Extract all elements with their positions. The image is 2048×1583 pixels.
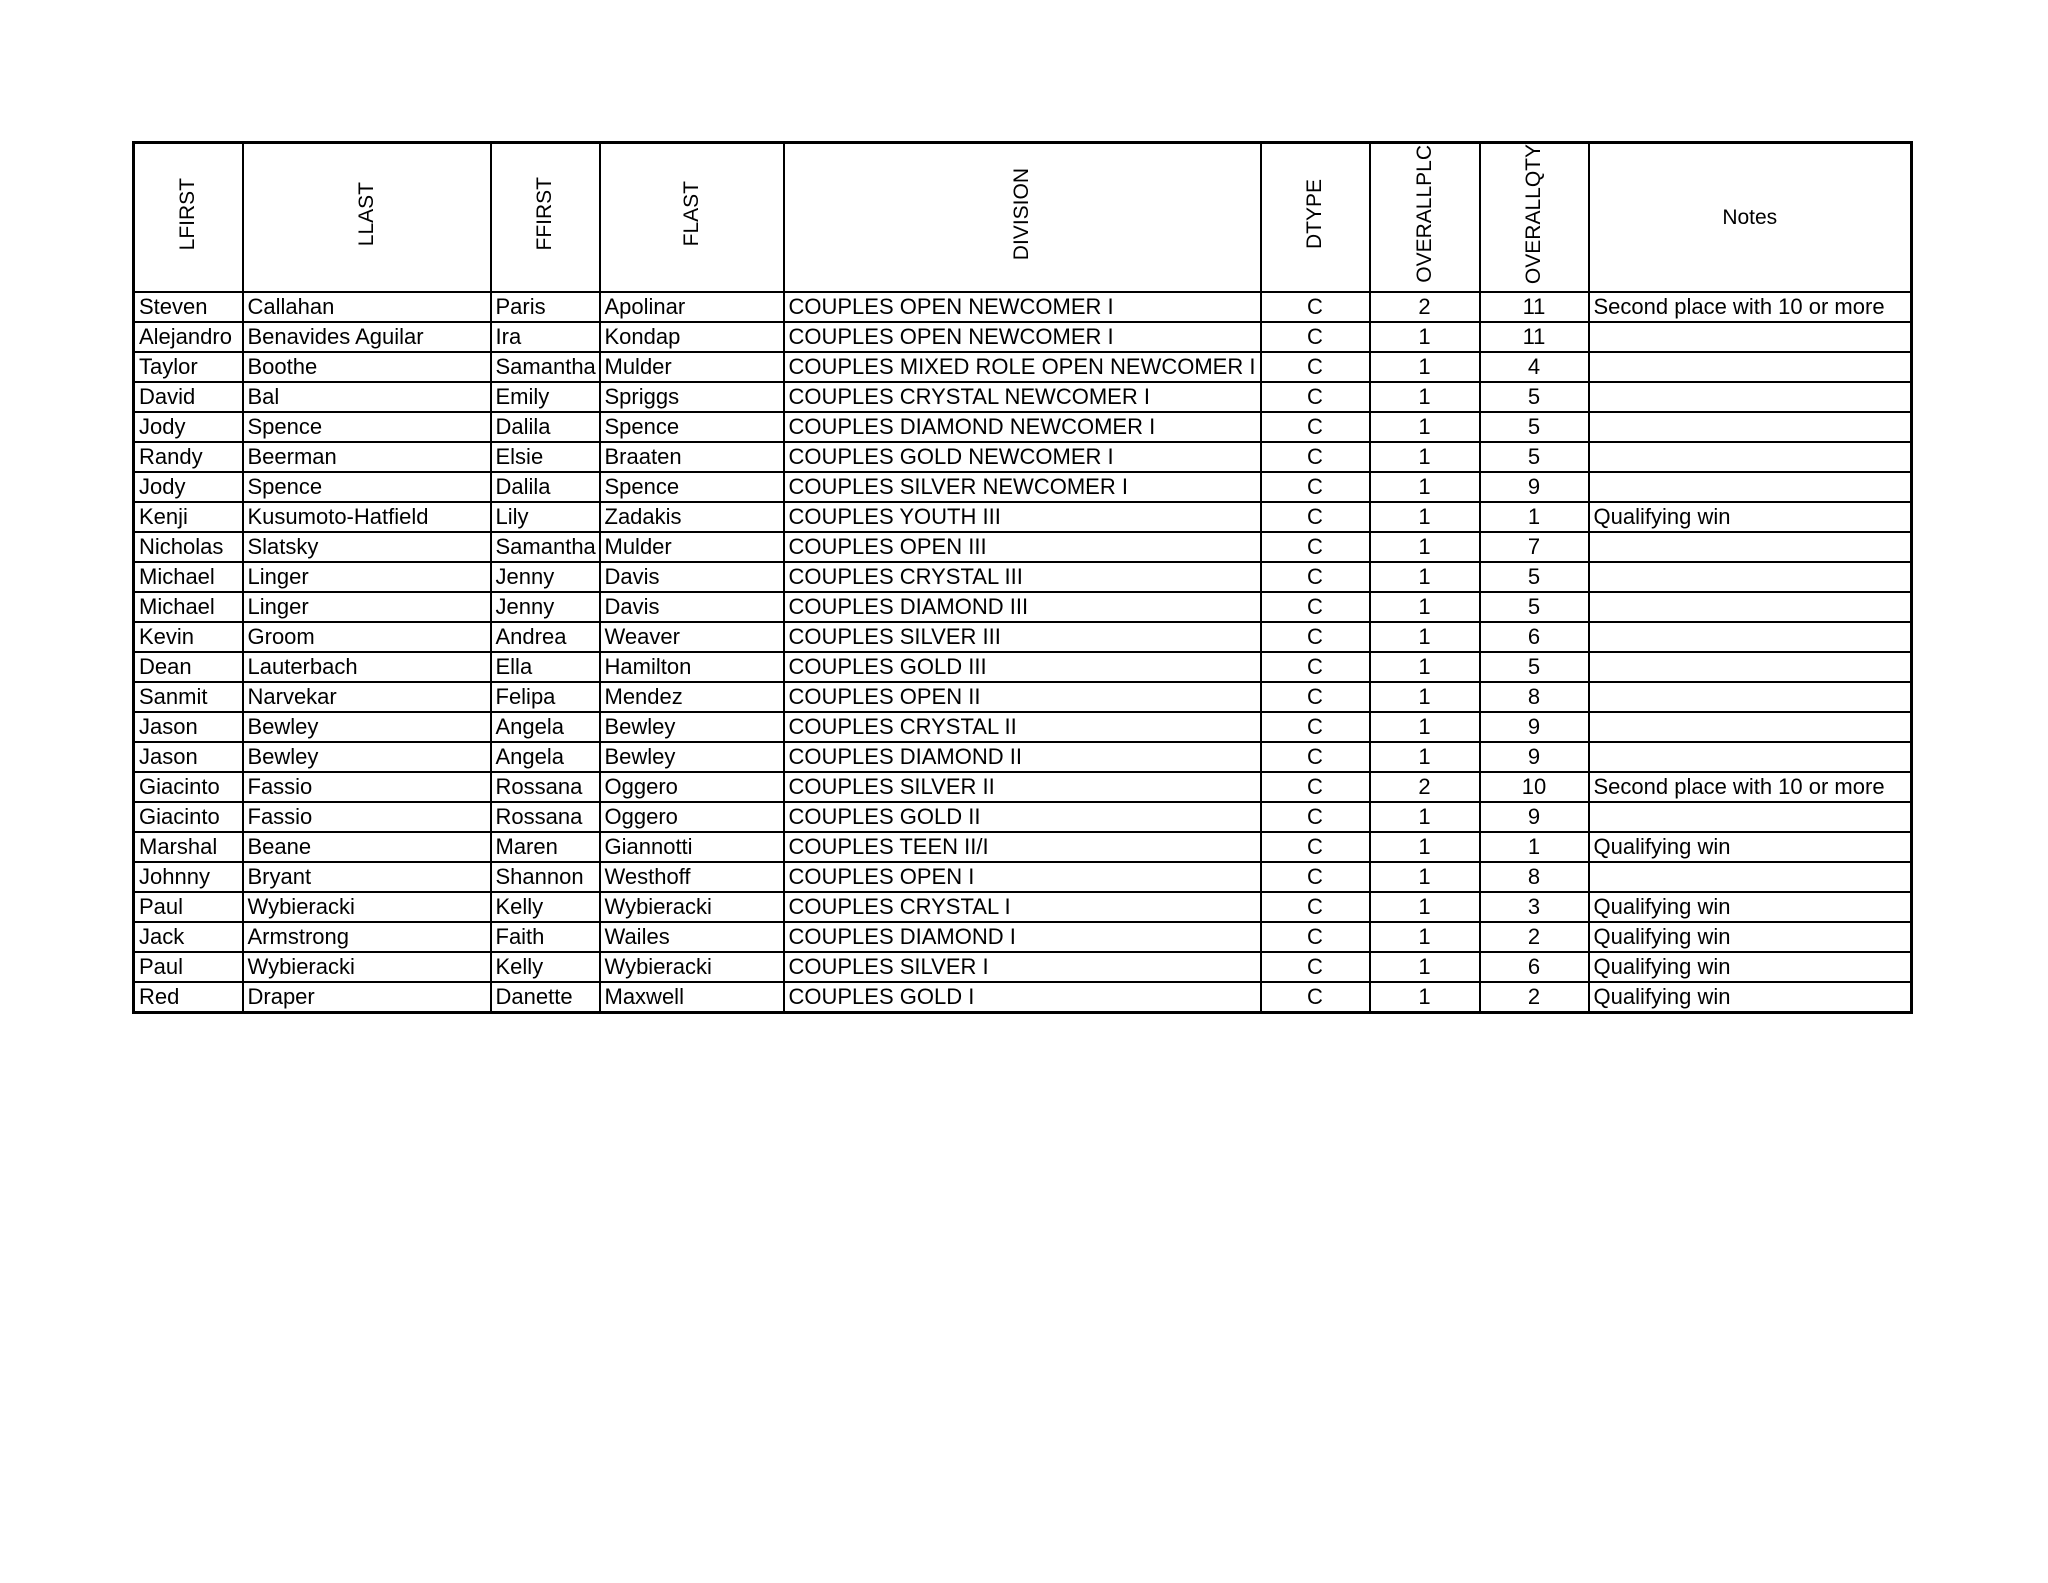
table-row	[134, 592, 1912, 622]
lfirst-cell: Johnny	[134, 862, 243, 892]
table-row	[134, 862, 1912, 892]
llast-cell: Groom	[243, 622, 491, 652]
lfirst-cell: Giacinto	[134, 772, 243, 802]
division-cell: COUPLES SILVER NEWCOMER I	[784, 472, 1261, 502]
dtype-cell: C	[1261, 742, 1370, 772]
header-label: FFIRST	[533, 177, 556, 251]
notes-cell	[1589, 442, 1912, 472]
lfirst-cell: Alejandro	[134, 322, 243, 352]
notes-cell	[1589, 622, 1912, 652]
notes-cell	[1589, 562, 1912, 592]
lfirst-cell: Jack	[134, 922, 243, 952]
notes-cell: Second place with 10 or more	[1589, 292, 1912, 322]
overallplc-cell: 1	[1370, 712, 1480, 742]
lfirst-cell: Jody	[134, 412, 243, 442]
overallplc-cell: 1	[1370, 802, 1480, 832]
ffirst-cell: Emily	[491, 382, 600, 412]
overallqty-cell: 2	[1480, 982, 1589, 1013]
notes-cell	[1589, 682, 1912, 712]
flast-cell: Spriggs	[600, 382, 784, 412]
dtype-cell: C	[1261, 952, 1370, 982]
lfirst-cell: Paul	[134, 892, 243, 922]
notes-cell	[1589, 322, 1912, 352]
lfirst-cell: Paul	[134, 952, 243, 982]
overallplc-cell: 1	[1370, 952, 1480, 982]
flast-cell: Bewley	[600, 742, 784, 772]
division-cell: COUPLES OPEN NEWCOMER I	[784, 322, 1261, 352]
flast-cell: Mulder	[600, 532, 784, 562]
table-row	[134, 442, 1912, 472]
flast-cell: Zadakis	[600, 502, 784, 532]
overallplc-cell: 1	[1370, 832, 1480, 862]
flast-cell: Hamilton	[600, 652, 784, 682]
division-cell: COUPLES DIAMOND II	[784, 742, 1261, 772]
division-cell: COUPLES GOLD NEWCOMER I	[784, 442, 1261, 472]
dtype-cell: C	[1261, 682, 1370, 712]
table-row	[134, 922, 1912, 952]
lfirst-cell: Michael	[134, 562, 243, 592]
col-llast-header	[243, 143, 491, 293]
header-label: OVERALLQTY	[1522, 144, 1545, 285]
overallqty-cell: 5	[1480, 442, 1589, 472]
overallqty-cell: 11	[1480, 322, 1589, 352]
flast-cell: Oggero	[600, 772, 784, 802]
overallplc-cell: 1	[1370, 742, 1480, 772]
lfirst-cell: Dean	[134, 652, 243, 682]
dtype-cell: C	[1261, 292, 1370, 322]
llast-cell: Kusumoto-Hatfield	[243, 502, 491, 532]
ffirst-cell: Rossana	[491, 802, 600, 832]
overallplc-cell: 1	[1370, 562, 1480, 592]
llast-cell: Slatsky	[243, 532, 491, 562]
lfirst-cell: David	[134, 382, 243, 412]
overallplc-cell: 1	[1370, 442, 1480, 472]
ffirst-cell: Ella	[491, 652, 600, 682]
llast-cell: Wybieracki	[243, 952, 491, 982]
flast-cell: Mendez	[600, 682, 784, 712]
overallqty-cell: 1	[1480, 502, 1589, 532]
ffirst-cell: Maren	[491, 832, 600, 862]
overallqty-cell: 8	[1480, 682, 1589, 712]
ffirst-cell: Felipa	[491, 682, 600, 712]
overallqty-cell: 6	[1480, 952, 1589, 982]
llast-cell: Beerman	[243, 442, 491, 472]
flast-cell: Oggero	[600, 802, 784, 832]
llast-cell: Boothe	[243, 352, 491, 382]
division-cell: COUPLES CRYSTAL III	[784, 562, 1261, 592]
lfirst-cell: Red	[134, 982, 243, 1013]
col-notes-header	[1589, 143, 1912, 293]
llast-cell: Bewley	[243, 712, 491, 742]
division-cell: COUPLES CRYSTAL I	[784, 892, 1261, 922]
flast-cell: Maxwell	[600, 982, 784, 1013]
dtype-cell: C	[1261, 652, 1370, 682]
llast-cell: Spence	[243, 472, 491, 502]
llast-cell: Wybieracki	[243, 892, 491, 922]
division-cell: COUPLES OPEN I	[784, 862, 1261, 892]
overallplc-cell: 1	[1370, 502, 1480, 532]
division-cell: COUPLES SILVER I	[784, 952, 1261, 982]
division-cell: COUPLES TEEN II/I	[784, 832, 1261, 862]
ffirst-cell: Kelly	[491, 952, 600, 982]
overallplc-cell: 2	[1370, 772, 1480, 802]
dtype-cell: C	[1261, 442, 1370, 472]
overallqty-cell: 9	[1480, 742, 1589, 772]
flast-cell: Bewley	[600, 712, 784, 742]
table-row	[134, 412, 1912, 442]
overallqty-cell: 10	[1480, 772, 1589, 802]
table-row	[134, 472, 1912, 502]
table-row	[134, 712, 1912, 742]
lfirst-cell: Sanmit	[134, 682, 243, 712]
llast-cell: Spence	[243, 412, 491, 442]
table-row	[134, 742, 1912, 772]
llast-cell: Narvekar	[243, 682, 491, 712]
overallqty-cell: 5	[1480, 412, 1589, 442]
overallplc-cell: 1	[1370, 682, 1480, 712]
ffirst-cell: Jenny	[491, 592, 600, 622]
ffirst-cell: Samantha	[491, 352, 600, 382]
table-row	[134, 352, 1912, 382]
division-cell: COUPLES GOLD I	[784, 982, 1261, 1013]
notes-cell: Qualifying win	[1589, 952, 1912, 982]
division-cell: COUPLES SILVER II	[784, 772, 1261, 802]
division-cell: COUPLES GOLD III	[784, 652, 1261, 682]
dtype-cell: C	[1261, 712, 1370, 742]
ffirst-cell: Andrea	[491, 622, 600, 652]
overallqty-cell: 9	[1480, 712, 1589, 742]
flast-cell: Davis	[600, 562, 784, 592]
col-division-header	[784, 143, 1261, 293]
dtype-cell: C	[1261, 622, 1370, 652]
flast-cell: Kondap	[600, 322, 784, 352]
lfirst-cell: Kevin	[134, 622, 243, 652]
ffirst-cell: Dalila	[491, 472, 600, 502]
ffirst-cell: Danette	[491, 982, 600, 1013]
header-label: DIVISION	[1010, 167, 1033, 261]
llast-cell: Lauterbach	[243, 652, 491, 682]
col-overallplc-header	[1370, 143, 1480, 293]
table-row	[134, 292, 1912, 322]
col-dtype-header	[1261, 143, 1370, 293]
llast-cell: Linger	[243, 562, 491, 592]
overallplc-cell: 1	[1370, 982, 1480, 1013]
division-cell: COUPLES OPEN II	[784, 682, 1261, 712]
lfirst-cell: Jason	[134, 742, 243, 772]
table-row	[134, 802, 1912, 832]
overallplc-cell: 1	[1370, 382, 1480, 412]
table-header	[134, 143, 1912, 293]
notes-cell: Qualifying win	[1589, 832, 1912, 862]
notes-cell	[1589, 472, 1912, 502]
overallqty-cell: 8	[1480, 862, 1589, 892]
header-label: LFIRST	[176, 177, 200, 251]
dtype-cell: C	[1261, 532, 1370, 562]
overallqty-cell: 7	[1480, 532, 1589, 562]
dtype-cell: C	[1261, 382, 1370, 412]
overallplc-cell: 1	[1370, 472, 1480, 502]
overallplc-cell: 1	[1370, 862, 1480, 892]
overallqty-cell: 5	[1480, 592, 1589, 622]
dtype-cell: C	[1261, 562, 1370, 592]
division-cell: COUPLES OPEN NEWCOMER I	[784, 292, 1261, 322]
flast-cell: Mulder	[600, 352, 784, 382]
division-cell: COUPLES OPEN III	[784, 532, 1261, 562]
overallqty-cell: 5	[1480, 562, 1589, 592]
header-label: Notes	[1722, 206, 1778, 230]
table-row	[134, 772, 1912, 802]
ffirst-cell: Paris	[491, 292, 600, 322]
notes-cell	[1589, 652, 1912, 682]
table-row	[134, 322, 1912, 352]
notes-cell	[1589, 412, 1912, 442]
overallqty-cell: 4	[1480, 352, 1589, 382]
notes-cell	[1589, 592, 1912, 622]
ffirst-cell: Shannon	[491, 862, 600, 892]
division-cell: COUPLES DIAMOND III	[784, 592, 1261, 622]
lfirst-cell: Giacinto	[134, 802, 243, 832]
dtype-cell: C	[1261, 922, 1370, 952]
dtype-cell: C	[1261, 772, 1370, 802]
llast-cell: Benavides Aguilar	[243, 322, 491, 352]
dtype-cell: C	[1261, 892, 1370, 922]
header-row	[134, 143, 1912, 293]
dtype-cell: C	[1261, 502, 1370, 532]
ffirst-cell: Faith	[491, 922, 600, 952]
overallqty-cell: 2	[1480, 922, 1589, 952]
col-lfirst-header	[134, 143, 243, 293]
notes-cell: Qualifying win	[1589, 892, 1912, 922]
flast-cell: Giannotti	[600, 832, 784, 862]
notes-cell: Qualifying win	[1589, 502, 1912, 532]
results-table	[132, 141, 1913, 1014]
lfirst-cell: Kenji	[134, 502, 243, 532]
ffirst-cell: Samantha	[491, 532, 600, 562]
overallplc-cell: 2	[1370, 292, 1480, 322]
notes-cell	[1589, 802, 1912, 832]
overallplc-cell: 1	[1370, 622, 1480, 652]
ffirst-cell: Kelly	[491, 892, 600, 922]
ffirst-cell: Angela	[491, 712, 600, 742]
llast-cell: Linger	[243, 592, 491, 622]
notes-cell	[1589, 712, 1912, 742]
overallplc-cell: 1	[1370, 412, 1480, 442]
overallqty-cell: 9	[1480, 802, 1589, 832]
results-sheet	[132, 141, 1910, 1014]
col-ffirst-header	[491, 143, 600, 293]
notes-cell: Second place with 10 or more	[1589, 772, 1912, 802]
header-label: FLAST	[679, 181, 703, 247]
overallplc-cell: 1	[1370, 652, 1480, 682]
llast-cell: Fassio	[243, 802, 491, 832]
division-cell: COUPLES MIXED ROLE OPEN NEWCOMER I	[784, 352, 1261, 382]
lfirst-cell: Steven	[134, 292, 243, 322]
overallqty-cell: 1	[1480, 832, 1589, 862]
notes-cell: Qualifying win	[1589, 982, 1912, 1013]
col-flast-header	[600, 143, 784, 293]
lfirst-cell: Marshal	[134, 832, 243, 862]
table-row	[134, 532, 1912, 562]
ffirst-cell: Angela	[491, 742, 600, 772]
ffirst-cell: Dalila	[491, 412, 600, 442]
llast-cell: Beane	[243, 832, 491, 862]
notes-cell	[1589, 532, 1912, 562]
overallplc-cell: 1	[1370, 322, 1480, 352]
division-cell: COUPLES YOUTH III	[784, 502, 1261, 532]
ffirst-cell: Ira	[491, 322, 600, 352]
lfirst-cell: Jody	[134, 472, 243, 502]
table-row	[134, 562, 1912, 592]
dtype-cell: C	[1261, 802, 1370, 832]
table-row	[134, 952, 1912, 982]
flast-cell: Westhoff	[600, 862, 784, 892]
division-cell: COUPLES CRYSTAL II	[784, 712, 1261, 742]
table-row	[134, 502, 1912, 532]
overallqty-cell: 5	[1480, 382, 1589, 412]
lfirst-cell: Jason	[134, 712, 243, 742]
overallplc-cell: 1	[1370, 532, 1480, 562]
llast-cell: Bewley	[243, 742, 491, 772]
table-row	[134, 652, 1912, 682]
flast-cell: Davis	[600, 592, 784, 622]
flast-cell: Wailes	[600, 922, 784, 952]
division-cell: COUPLES GOLD II	[784, 802, 1261, 832]
notes-cell	[1589, 382, 1912, 412]
overallplc-cell: 1	[1370, 592, 1480, 622]
overallqty-cell: 3	[1480, 892, 1589, 922]
table-row	[134, 382, 1912, 412]
dtype-cell: C	[1261, 592, 1370, 622]
lfirst-cell: Taylor	[134, 352, 243, 382]
llast-cell: Armstrong	[243, 922, 491, 952]
overallplc-cell: 1	[1370, 352, 1480, 382]
table-row	[134, 622, 1912, 652]
flast-cell: Spence	[600, 412, 784, 442]
flast-cell: Weaver	[600, 622, 784, 652]
lfirst-cell: Randy	[134, 442, 243, 472]
llast-cell: Bal	[243, 382, 491, 412]
ffirst-cell: Lily	[491, 502, 600, 532]
dtype-cell: C	[1261, 322, 1370, 352]
flast-cell: Braaten	[600, 442, 784, 472]
dtype-cell: C	[1261, 982, 1370, 1013]
division-cell: COUPLES CRYSTAL NEWCOMER I	[784, 382, 1261, 412]
overallqty-cell: 5	[1480, 652, 1589, 682]
header-label: DTYPE	[1303, 179, 1326, 250]
notes-cell	[1589, 862, 1912, 892]
flast-cell: Apolinar	[600, 292, 784, 322]
lfirst-cell: Michael	[134, 592, 243, 622]
overallplc-cell: 1	[1370, 892, 1480, 922]
col-overallqty-header	[1480, 143, 1589, 293]
llast-cell: Draper	[243, 982, 491, 1013]
table-body	[134, 292, 1912, 1013]
ffirst-cell: Jenny	[491, 562, 600, 592]
division-cell: COUPLES DIAMOND I	[784, 922, 1261, 952]
dtype-cell: C	[1261, 352, 1370, 382]
ffirst-cell: Elsie	[491, 442, 600, 472]
overallqty-cell: 6	[1480, 622, 1589, 652]
flast-cell: Wybieracki	[600, 952, 784, 982]
flast-cell: Spence	[600, 472, 784, 502]
overallplc-cell: 1	[1370, 922, 1480, 952]
flast-cell: Wybieracki	[600, 892, 784, 922]
table-row	[134, 832, 1912, 862]
dtype-cell: C	[1261, 832, 1370, 862]
lfirst-cell: Nicholas	[134, 532, 243, 562]
division-cell: COUPLES DIAMOND NEWCOMER I	[784, 412, 1261, 442]
overallqty-cell: 11	[1480, 292, 1589, 322]
table-row	[134, 892, 1912, 922]
llast-cell: Fassio	[243, 772, 491, 802]
llast-cell: Bryant	[243, 862, 491, 892]
dtype-cell: C	[1261, 412, 1370, 442]
table-row	[134, 982, 1912, 1013]
header-label: OVERALLPLC	[1412, 145, 1436, 283]
header-label: LLAST	[354, 181, 378, 247]
notes-cell: Qualifying win	[1589, 922, 1912, 952]
notes-cell	[1589, 352, 1912, 382]
overallqty-cell: 9	[1480, 472, 1589, 502]
dtype-cell: C	[1261, 862, 1370, 892]
notes-cell	[1589, 742, 1912, 772]
division-cell: COUPLES SILVER III	[784, 622, 1261, 652]
llast-cell: Callahan	[243, 292, 491, 322]
ffirst-cell: Rossana	[491, 772, 600, 802]
dtype-cell: C	[1261, 472, 1370, 502]
table-row	[134, 682, 1912, 712]
